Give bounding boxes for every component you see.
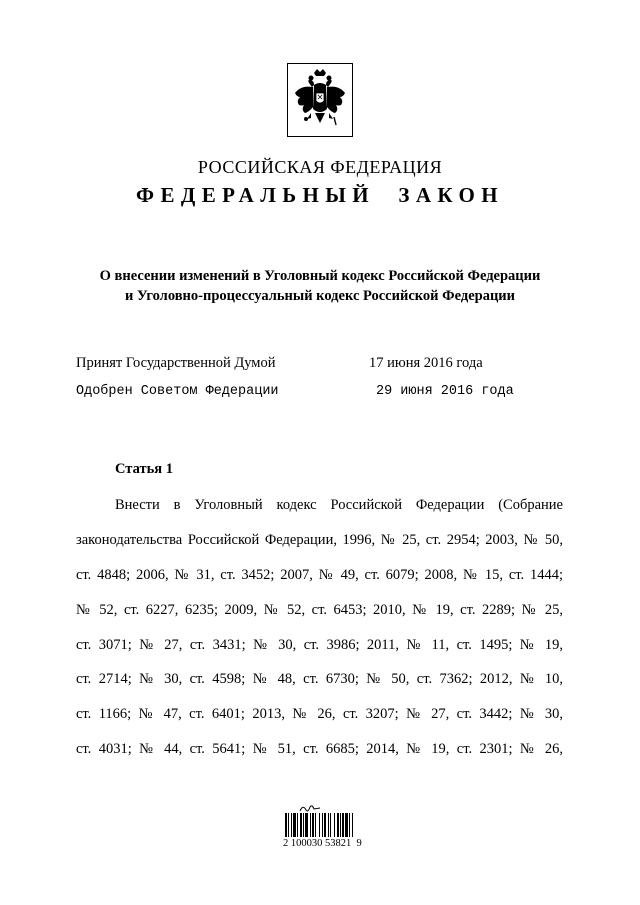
law-type-heading: ФЕДЕРАЛЬНЫЙ ЗАКОН xyxy=(136,183,504,207)
barcode-bar xyxy=(337,813,339,837)
article-text-line: ст. 4031; № 44, ст. 5641; № 51, ст. 6685; 2014, № 19, ст. 2301; № 26, xyxy=(76,741,563,757)
barcode-bar xyxy=(328,813,329,837)
barcode-bars xyxy=(283,813,379,837)
barcode-bar xyxy=(288,813,289,837)
barcode-bar xyxy=(342,813,344,837)
barcode-bar xyxy=(349,813,350,837)
council-approval-date: 29 июня 2016 года xyxy=(376,384,514,399)
barcode-bar xyxy=(297,813,298,837)
article-text-line: ст. 3071; № 27, ст. 3431; № 30, ст. 3986; 2011, № 11, ст. 1495; № 19, xyxy=(76,637,563,653)
article-text-line: ст. 1166; № 47, ст. 6401; 2013, № 26, ст. 3207; № 27, ст. 3442; № 30, xyxy=(76,706,563,722)
duma-adoption-date: 17 июня 2016 года xyxy=(369,355,483,371)
barcode-bar xyxy=(293,813,296,837)
barcode-bar xyxy=(322,813,323,837)
coat-of-arms-emblem xyxy=(287,63,353,137)
barcode-bar xyxy=(312,813,314,837)
article-text-line: ст. 4848; 2006, № 31, ст. 3452; 2007, № 49, ст. 6079; 2008, № 15, ст. 1444; xyxy=(76,567,563,583)
barcode-bar xyxy=(330,813,331,837)
barcode-bar xyxy=(334,813,335,837)
council-approval-label: Одобрен Советом Федерации xyxy=(76,384,279,399)
barcode-bar xyxy=(340,813,341,837)
article-text-line: законодательства Российской Федерации, 1996, № 25, ст. 2954; 2003, № 50, xyxy=(76,532,563,548)
duma-adoption-label: Принят Государственной Думой xyxy=(76,355,276,371)
barcode xyxy=(283,802,379,852)
barcode-bar xyxy=(324,813,326,837)
barcode-bar xyxy=(319,813,320,837)
article-text-line: Внести в Уголовный кодекс Российской Федерации (Собрание xyxy=(115,497,563,513)
barcode-bar xyxy=(300,813,302,837)
barcode-number: 2 100030 53821 9 xyxy=(283,838,362,849)
law-title-line: и Уголовно-процессуальный кодекс Российской Федерации xyxy=(124,288,516,304)
barcode-bar xyxy=(315,813,316,837)
barcode-bar xyxy=(291,813,292,837)
barcode-bar xyxy=(303,813,304,837)
law-title-line: О внесении изменений в Уголовный кодекс Российской Федерации xyxy=(99,268,541,284)
barcode-bar xyxy=(305,813,308,837)
article-text-line: № 52, ст. 6227, 6235; 2009, № 52, ст. 6453; 2010, № 19, ст. 2289; № 25, xyxy=(76,602,563,618)
country-heading: РОССИЙСКАЯ ФЕДЕРАЦИЯ xyxy=(197,157,443,177)
article-heading: Статья 1 xyxy=(115,461,173,477)
barcode-bar xyxy=(285,813,287,837)
article-text-line: ст. 2714; № 30, ст. 4598; № 48, ст. 6730; № 50, ст. 7362; 2012, № 10, xyxy=(76,671,563,687)
barcode-bar xyxy=(352,813,353,837)
law-title xyxy=(0,266,640,306)
barcode-bar xyxy=(310,813,311,837)
barcode-bar xyxy=(345,813,348,837)
